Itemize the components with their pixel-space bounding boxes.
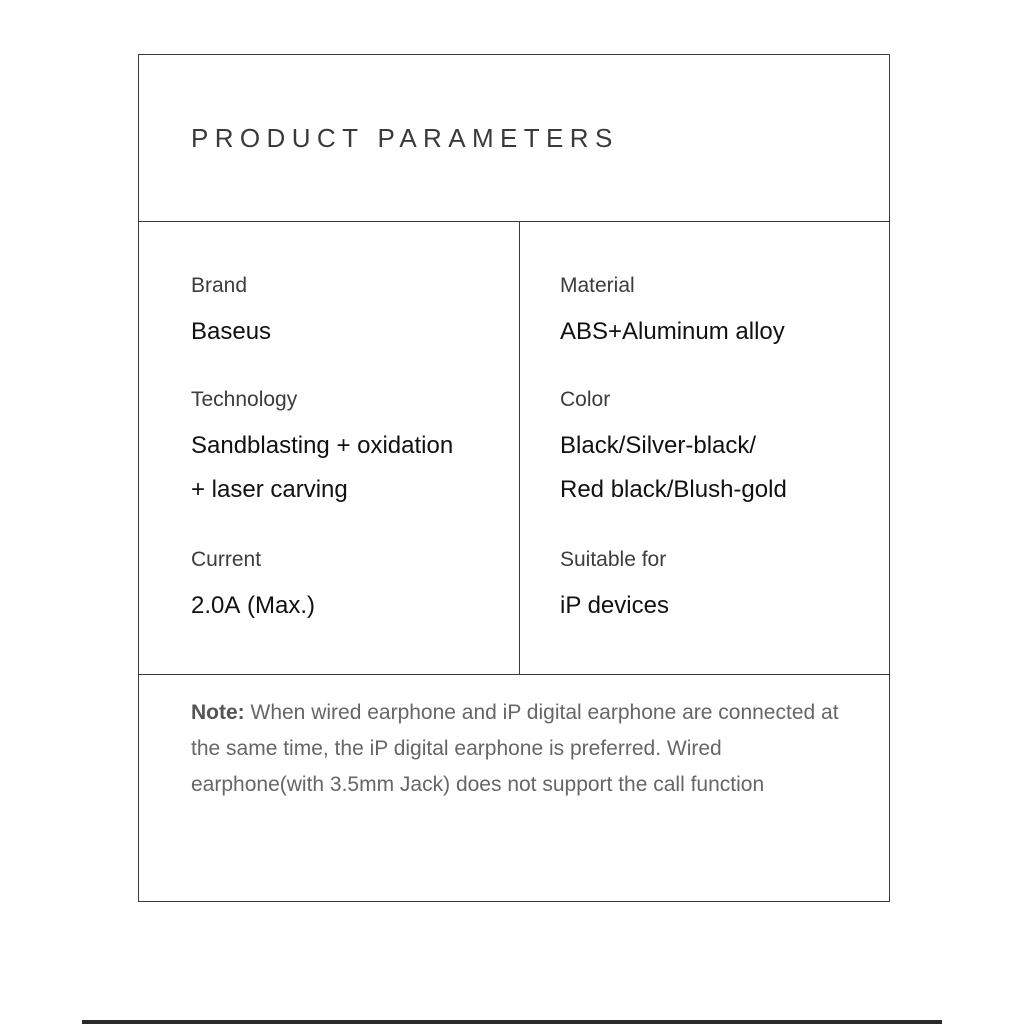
current-value: 2.0A (Max.)	[191, 592, 316, 619]
suitable-for-value: iP devices	[560, 592, 669, 619]
technology-value-line2: + laser carving	[191, 476, 348, 503]
color-value-line2: Red black/Blush-gold	[560, 476, 787, 503]
current-label: Current	[191, 548, 262, 571]
note-label: Note:	[191, 701, 245, 724]
technology-label: Technology	[191, 388, 298, 411]
note-text: When wired earphone and iP digital earphone are connected at the same time, the iP digital earphone is preferred. Wired earphone(with 3.5mm Jack) does not support the call function	[191, 701, 839, 796]
column-divider	[519, 222, 520, 674]
material-value: ABS+Aluminum alloy	[560, 318, 785, 345]
material-label: Material	[560, 274, 635, 297]
suitable-for-label: Suitable for	[560, 548, 667, 571]
brand-label: Brand	[191, 274, 248, 297]
technology-value-line1: Sandblasting + oxidation	[191, 432, 454, 459]
product-parameters-card	[138, 54, 890, 902]
parameters-grid	[139, 222, 889, 675]
color-label: Color	[560, 388, 611, 411]
color-value-line1: Black/Silver-black/	[560, 432, 757, 459]
note-paragraph	[191, 695, 851, 803]
page-title: PRODUCT PARAMETERS	[191, 123, 619, 153]
brand-value: Baseus	[191, 318, 272, 345]
card-header	[139, 55, 889, 222]
bottom-edge-strip	[82, 1020, 942, 1024]
